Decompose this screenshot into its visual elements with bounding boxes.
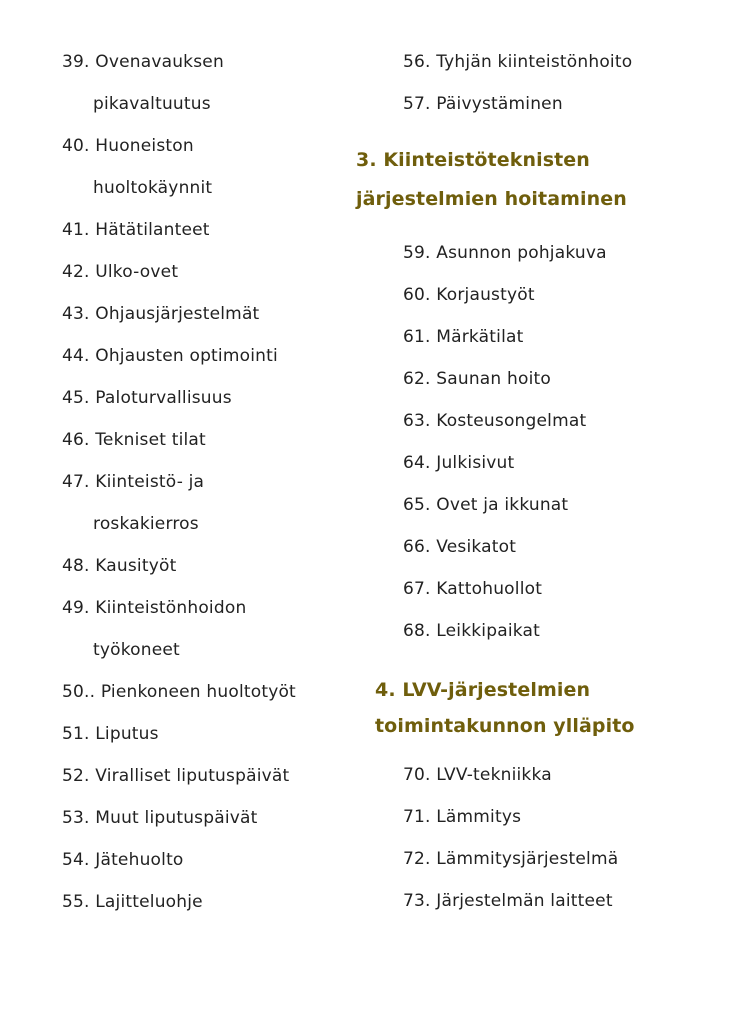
toc-item-49[interactable]: 49. Kiinteistönhoidon <box>62 598 247 618</box>
toc-item-73[interactable]: 73. Järjestelmän laitteet <box>403 891 613 911</box>
toc-item-45[interactable]: 45. Paloturvallisuus <box>62 388 232 408</box>
toc-item-61[interactable]: 61. Märkätilat <box>403 327 524 347</box>
toc-item-48[interactable]: 48. Kausityöt <box>62 556 177 576</box>
toc-item-40-cont[interactable]: huoltokäynnit <box>93 178 213 198</box>
toc-item-51[interactable]: 51. Liputus <box>62 724 159 744</box>
toc-item-39[interactable]: 39. Ovenavauksen <box>62 52 224 72</box>
toc-item-47[interactable]: 47. Kiinteistö- ja <box>62 472 205 492</box>
toc-item-72[interactable]: 72. Lämmitysjärjestelmä <box>403 849 619 869</box>
toc-item-49-cont[interactable]: työkoneet <box>93 640 180 660</box>
toc-item-52[interactable]: 52. Viralliset liputuspäivät <box>62 766 290 786</box>
toc-item-59[interactable]: 59. Asunnon pohjakuva <box>403 243 607 263</box>
toc-item-65[interactable]: 65. Ovet ja ikkunat <box>403 495 569 515</box>
toc-item-57[interactable]: 57. Päivystäminen <box>403 94 563 114</box>
toc-item-54[interactable]: 54. Jätehuolto <box>62 850 184 870</box>
toc-item-71[interactable]: 71. Lämmitys <box>403 807 522 827</box>
toc-item-67[interactable]: 67. Kattohuollot <box>403 579 543 599</box>
toc-item-46[interactable]: 46. Tekniset tilat <box>62 430 206 450</box>
toc-item-43[interactable]: 43. Ohjausjärjestelmät <box>62 304 260 324</box>
toc-item-55[interactable]: 55. Lajitteluohje <box>62 892 203 912</box>
toc-item-66[interactable]: 66. Vesikatot <box>403 537 517 557</box>
toc-item-63[interactable]: 63. Kosteusongelmat <box>403 411 587 431</box>
toc-item-40[interactable]: 40. Huoneiston <box>62 136 194 156</box>
toc-item-68[interactable]: 68. Leikkipaikat <box>403 621 540 641</box>
toc-item-50[interactable]: 50.. Pienkoneen huoltotyöt <box>62 682 296 702</box>
toc-item-42[interactable]: 42. Ulko-ovet <box>62 262 179 282</box>
toc-item-64[interactable]: 64. Julkisivut <box>403 453 515 473</box>
toc-item-44[interactable]: 44. Ohjausten optimointi <box>62 346 278 366</box>
toc-item-41[interactable]: 41. Hätätilanteet <box>62 220 210 240</box>
toc-item-56[interactable]: 56. Tyhjän kiinteistönhoito <box>403 52 633 72</box>
toc-item-62[interactable]: 62. Saunan hoito <box>403 369 551 389</box>
toc-item-47-cont[interactable]: roskakierros <box>93 514 199 534</box>
section-4-heading-line1[interactable]: 4. LVV-järjestelmien <box>375 679 591 701</box>
section-3-heading-line2[interactable]: järjestelmien hoitaminen <box>356 188 627 210</box>
section-4-heading-line2[interactable]: toimintakunnon ylläpito <box>375 715 635 737</box>
section-3-heading-line1[interactable]: 3. Kiinteistöteknisten <box>356 149 590 171</box>
toc-item-53[interactable]: 53. Muut liputuspäivät <box>62 808 258 828</box>
toc-item-70[interactable]: 70. LVV-tekniikka <box>403 765 552 785</box>
toc-item-39-cont[interactable]: pikavaltuutus <box>93 94 211 114</box>
toc-item-60[interactable]: 60. Korjaustyöt <box>403 285 535 305</box>
